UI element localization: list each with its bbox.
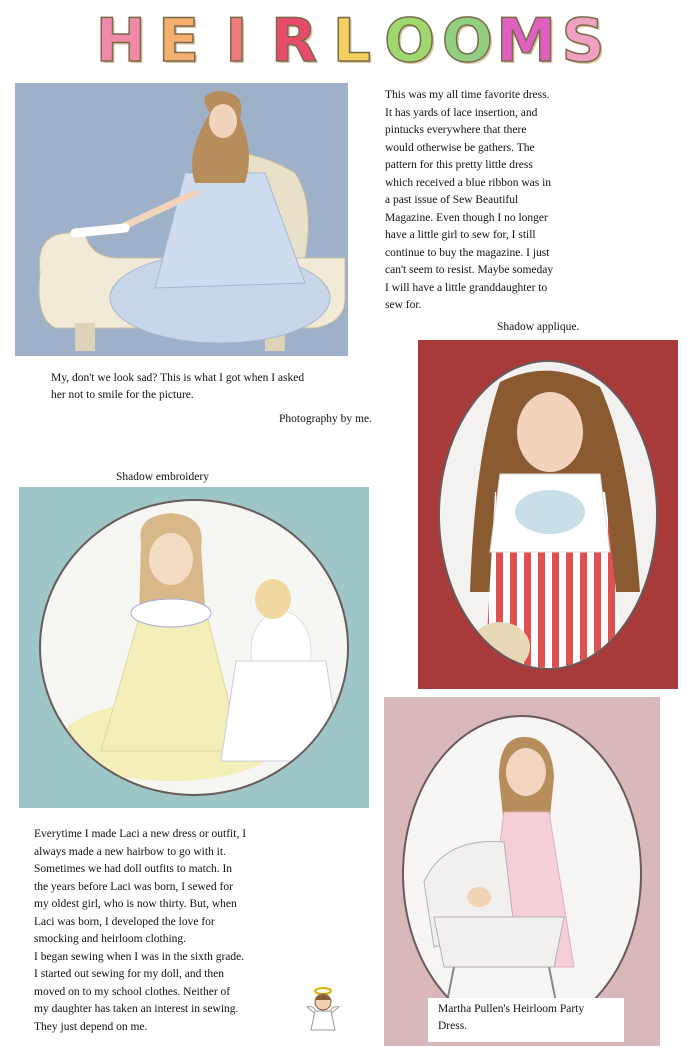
paragraph-line: I started out sewing for my doll, and then <box>34 968 225 980</box>
paragraph-line: I began sewing when I was in the sixth grade. <box>34 950 245 963</box>
title-letter: O <box>384 6 436 76</box>
title-letter: E <box>158 6 200 76</box>
caption-line: her not to smile for the picture. <box>51 389 194 401</box>
paragraph-line: my daughter has taken an interest in sewing. <box>34 1003 239 1015</box>
paragraph-line: I will have a little granddaughter to <box>385 281 548 294</box>
photo-striped-dress <box>418 340 678 689</box>
page-title <box>92 6 612 76</box>
paragraph-line: Sometimes we had doll outfits to match. In <box>34 863 233 875</box>
paragraph-line: a past issue of Sew Beautiful <box>385 194 519 206</box>
title-letter: I <box>225 6 248 76</box>
paragraph-line: pattern for this pretty little dress <box>385 159 533 171</box>
paragraph-line: which received a blue ribbon was in <box>385 176 552 189</box>
shadow-applique-label: Shadow applique. <box>497 321 580 333</box>
title-letter: M <box>496 6 556 76</box>
paragraph-line: smocking and heirloom clothing. <box>34 933 187 945</box>
top-paragraph <box>385 87 615 315</box>
party-dress-caption <box>428 998 624 1042</box>
photo-party-dress-image <box>404 717 642 1033</box>
paragraph-line: have a little girl to sew for, I still <box>385 229 536 241</box>
paragraph-line: would otherwise be gathers. The <box>385 141 535 154</box>
photo-blue-dress-image <box>15 83 348 356</box>
paragraph-line: can't seem to resist. Maybe someday <box>385 264 554 276</box>
paragraph-line: the years before Laci was born, I sewed for <box>34 880 233 893</box>
paragraph-line: Magazine. Even though I no longer <box>385 211 548 224</box>
paragraph-line: sew for. <box>385 299 422 311</box>
title-letter: L <box>332 6 371 76</box>
photo-yellow-dress <box>19 487 369 808</box>
paragraph-line: always made a new hairbow to go with it. <box>34 845 226 858</box>
title-letter: R <box>271 6 318 76</box>
photo-party-dress <box>384 697 660 1046</box>
angel-icon <box>303 985 343 1031</box>
photo-striped-dress-image <box>440 362 658 670</box>
title-letter: H <box>95 6 146 76</box>
title-letter: O <box>441 6 493 76</box>
photo-yellow-dress-image <box>41 501 349 796</box>
title-letter: S <box>561 6 605 76</box>
paragraph-line: moved on to my school clothes. Neither of <box>34 985 231 998</box>
paragraph-line: pintucks everywhere that there <box>385 124 527 136</box>
bottom-paragraph <box>34 826 334 1036</box>
photo-blue-dress <box>15 83 348 356</box>
paragraph-line: It has yards of lace insertion, and <box>385 106 538 119</box>
paragraph-line: Laci was born, I developed the love for <box>34 915 215 928</box>
photography-credit: Photography by me. <box>279 413 372 425</box>
caption-line: Dress. <box>438 1020 468 1032</box>
photo-blue-dress-caption <box>51 370 371 404</box>
shadow-embroidery-label: Shadow embroidery <box>116 471 209 483</box>
caption-line: Martha Pullen's Heirloom Party <box>438 1003 585 1015</box>
caption-line: My, don't we look sad? This is what I got when I asked <box>51 372 305 384</box>
paragraph-line: Everytime I made Laci a new dress or outfit, I <box>34 828 247 840</box>
paragraph-line: This was my all time favorite dress. <box>385 89 550 101</box>
paragraph-line: my oldest girl, who is now thirty. But, when <box>34 898 237 910</box>
paragraph-line: continue to buy the magazine. I just <box>385 246 550 259</box>
paragraph-line: They just depend on me. <box>34 1020 148 1033</box>
